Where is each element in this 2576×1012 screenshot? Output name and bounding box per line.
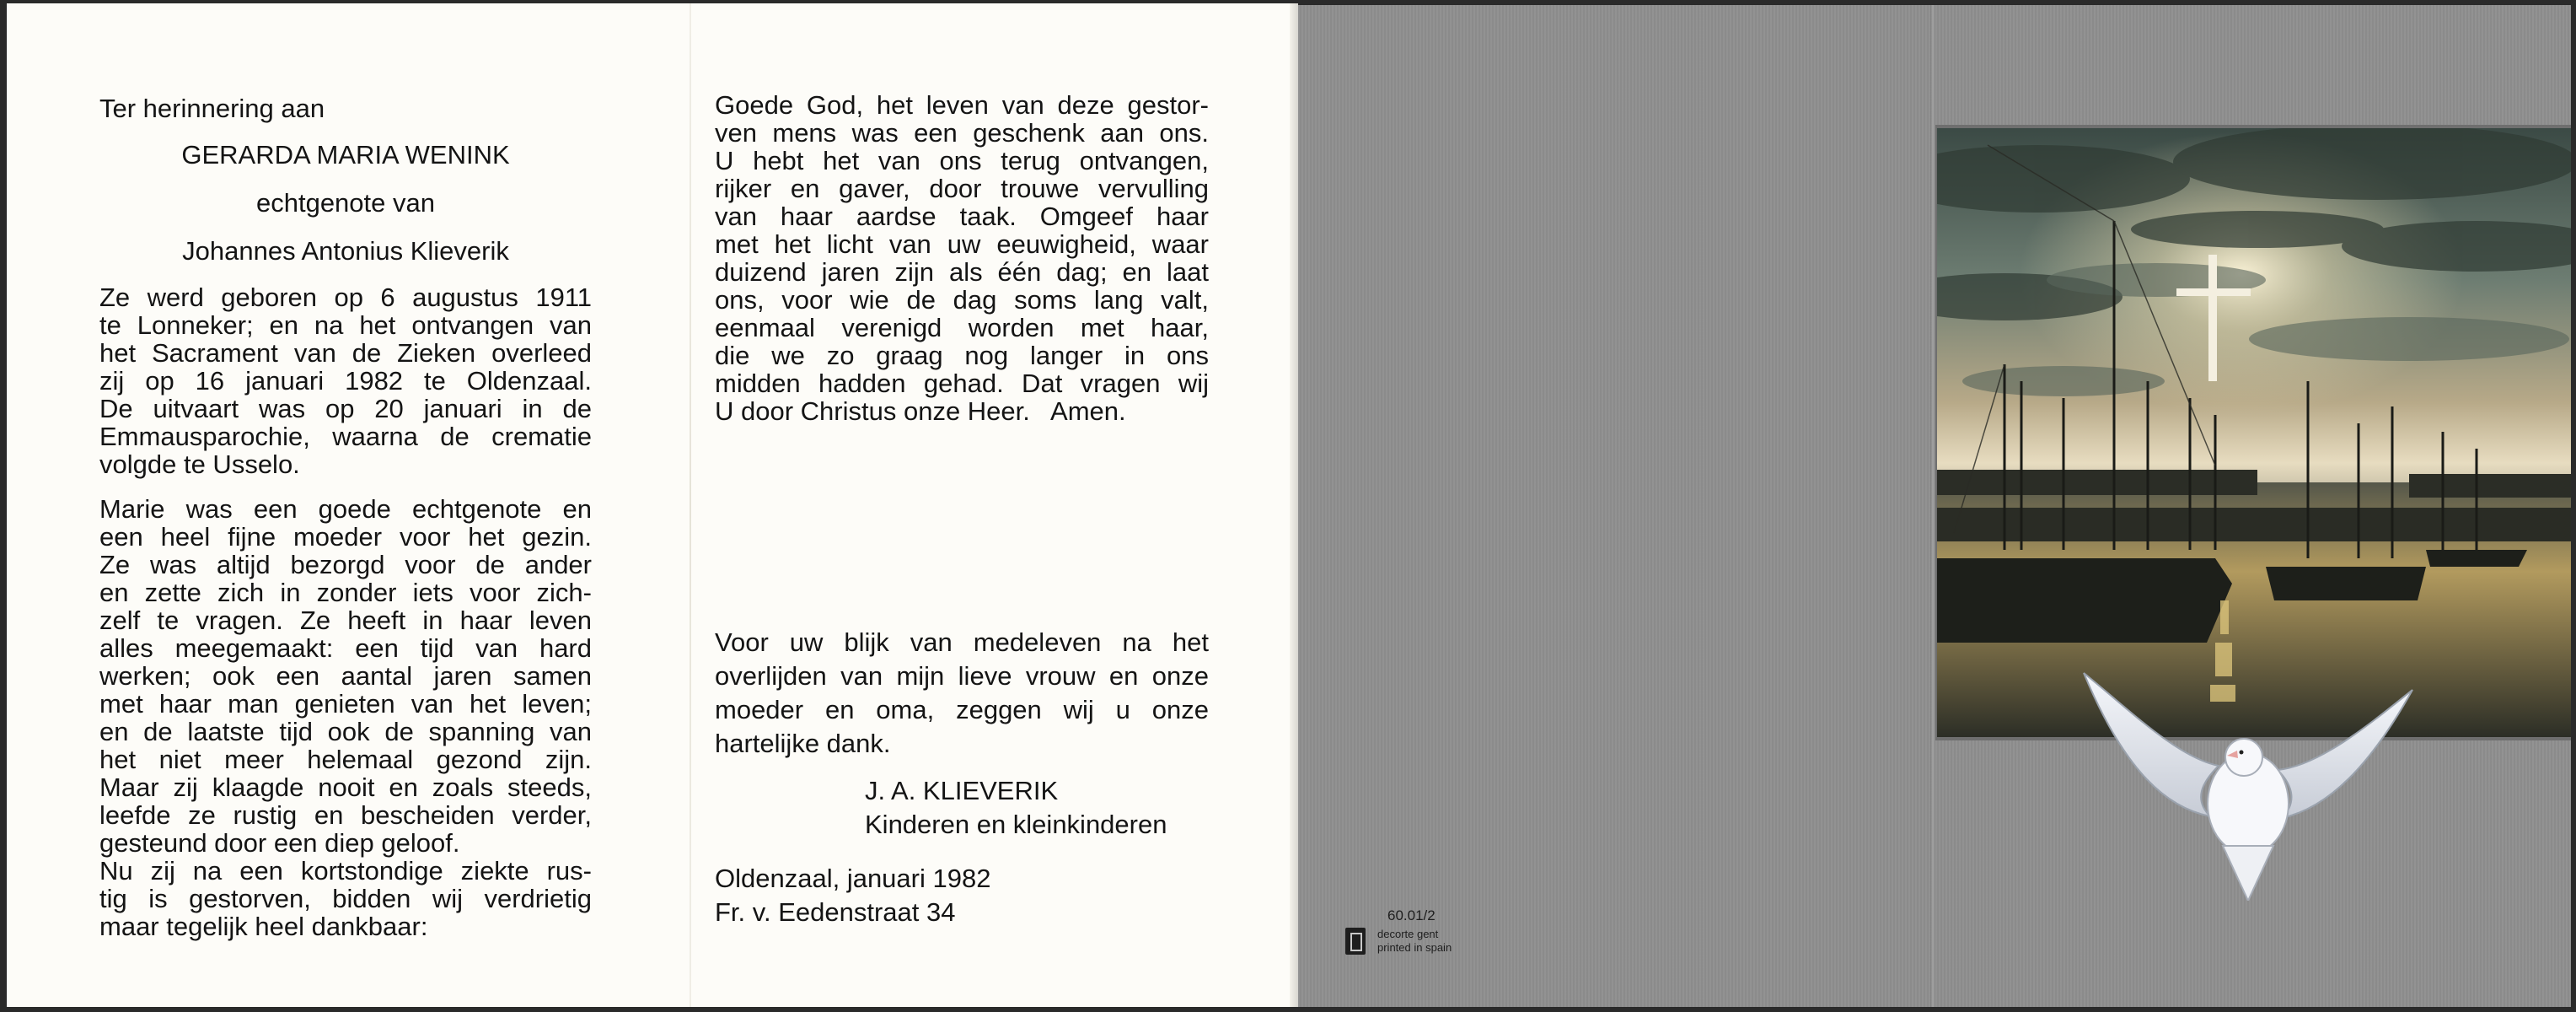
text-line: Emmausparochie, waarna de crematie bbox=[99, 422, 592, 451]
text-line: met het licht van uw eeuwigheid, waar bbox=[715, 229, 1209, 259]
white-dove-icon bbox=[2075, 656, 2421, 901]
intro-line: Ter herinnering aan bbox=[99, 94, 325, 123]
text-line: van haar aardse taak. Omgeef haar bbox=[715, 202, 1209, 231]
signature-name: J. A. KLIEVERIK bbox=[865, 776, 1059, 805]
text-line: werken; ook een aantal jaren samen bbox=[99, 661, 592, 691]
address: Fr. v. Eedenstraat 34 bbox=[715, 897, 956, 927]
text-line: duizend jaren zijn als één dag; en laat bbox=[715, 257, 1209, 287]
text-line: rijker en gaver, door trouwe vervulling bbox=[715, 174, 1209, 203]
text-line: het niet meer helemaal gezond zijn. bbox=[99, 745, 592, 774]
printer-logo-icon bbox=[1345, 928, 1366, 955]
bio-paragraph bbox=[99, 283, 592, 478]
text-line: U door Christus onze Heer. Amen. bbox=[715, 396, 1126, 426]
text-line: maar tegelijk heel dankbaar: bbox=[99, 912, 428, 941]
text-line: leefde ze rustig en bescheiden verder, bbox=[99, 800, 592, 830]
paper-edge bbox=[1290, 3, 1298, 1007]
spouse-name: Johannes Antonius Klieverik bbox=[182, 236, 509, 266]
text-line: hartelijke dank. bbox=[715, 729, 891, 758]
text-line: die we zo graag nog langer in ons bbox=[715, 341, 1209, 370]
text-line: alles meegemaakt: een tijd van hard bbox=[99, 633, 592, 663]
print-code: 60.01/2 bbox=[1387, 907, 1436, 923]
tribute-paragraph bbox=[99, 495, 592, 940]
prayer-paragraph bbox=[715, 91, 1209, 425]
text-line: De uitvaart was op 20 januari in de bbox=[99, 394, 592, 423]
text-line: ven mens was een geschenk aan ons. bbox=[715, 118, 1209, 148]
text-line: Nu zij na een kortstondige ziekte rus- bbox=[99, 856, 592, 886]
harbour-photo bbox=[1937, 128, 2571, 737]
printer-name: decorte gent bbox=[1377, 928, 1439, 940]
relation-line: echtgenote van bbox=[255, 188, 435, 218]
text-line: tig is gestorven, bidden wij verdrietig bbox=[99, 884, 592, 913]
text-line: U hebt het van ons terug ontvangen, bbox=[715, 146, 1209, 175]
text-line: zij op 16 januari 1982 te Oldenzaal. bbox=[99, 366, 592, 396]
text-line: te Lonneker; en na het ontvangen van bbox=[99, 310, 592, 340]
place-date: Oldenzaal, januari 1982 bbox=[715, 864, 991, 893]
text-line: moeder en oma, zeggen wij u onze bbox=[715, 695, 1209, 724]
text-line: Goede God, het leven van deze gestor- bbox=[715, 90, 1209, 120]
thanks-paragraph bbox=[715, 626, 1209, 761]
left-panel bbox=[99, 94, 592, 940]
text-line: ons, voor wie de dag soms lang valt, bbox=[715, 285, 1209, 315]
text-line: Maar zij klaagde nooit en zoals steeds, bbox=[99, 772, 592, 802]
text-line: midden hadden gehad. Dat vragen wij bbox=[715, 369, 1209, 398]
text-line: en de laatste tijd ook de spanning van bbox=[99, 717, 592, 746]
text-line: Ze was altijd bezorgd voor de ander bbox=[99, 550, 592, 579]
signature-family: Kinderen en kleinkinderen bbox=[865, 810, 1167, 839]
printed-in: printed in spain bbox=[1377, 941, 1452, 954]
text-line: een heel fijne moeder voor het gezin. bbox=[99, 522, 592, 552]
text-line: Marie was een goede echtgenote en bbox=[99, 494, 592, 524]
text-line: het Sacrament van de Zieken overleed bbox=[99, 338, 592, 368]
text-line: met haar man genieten van het leven; bbox=[99, 689, 592, 719]
right-panel bbox=[715, 91, 1209, 929]
inside-fold bbox=[690, 3, 691, 1007]
text-line: eenmaal verenigd worden met haar, bbox=[715, 313, 1209, 342]
text-line: en zette zich in zonder iets voor zich- bbox=[99, 578, 592, 607]
harbour-sunset-image bbox=[1937, 128, 2571, 737]
text-line: overlijden van mijn lieve vrouw en onze bbox=[715, 661, 1209, 691]
place-block bbox=[715, 862, 1209, 929]
deceased-name: GERARDA MARIA WENINK bbox=[181, 140, 510, 170]
text-line: volgde te Usselo. bbox=[99, 449, 300, 479]
text-line: Voor uw blijk van medeleven na het bbox=[715, 627, 1209, 657]
text-line: gesteund door een diep geloof. bbox=[99, 828, 460, 858]
text-line: zelf te vragen. Ze heeft in haar leven bbox=[99, 606, 592, 635]
text-line: Ze werd geboren op 6 augustus 1911 bbox=[99, 283, 592, 312]
